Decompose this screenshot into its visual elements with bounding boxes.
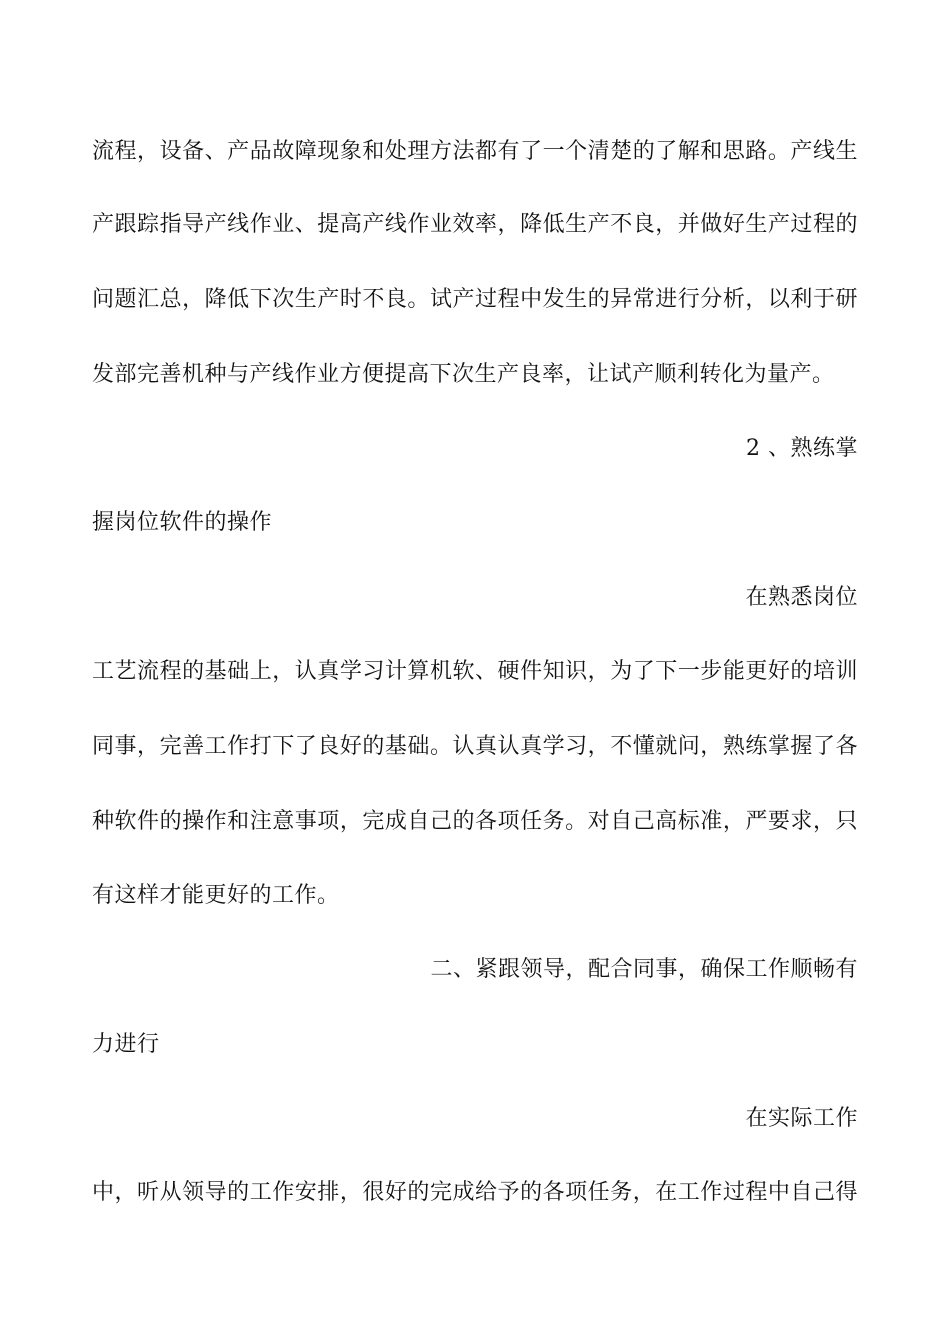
section-heading-two-part-1: 二、紧跟领导，配合同事，确保工作顺畅有 <box>430 957 858 982</box>
paragraph-2-line-3: 同事，完善工作打下了良好的基础。认真认真学习，不懂就问，熟练掌握了各 <box>92 734 858 759</box>
paragraph-2-line-2: 工艺流程的基础上，认真学习计算机软、硬件知识，为了下一步能更好的培训 <box>92 659 858 684</box>
paragraph-2-line-1: 在熟悉岗位 <box>745 585 858 610</box>
section-heading-two-part-2: 力进行 <box>92 1032 160 1057</box>
paragraph-2-line-4: 种软件的操作和注意事项，完成自己的各项任务。对自己高标准，严要求，只 <box>92 809 858 834</box>
paragraph-line-4: 发部完善机种与产线作业方便提高下次生产良率，让试产顺利转化为量产。 <box>92 362 835 387</box>
paragraph-3-line-1: 在实际工作 <box>745 1106 858 1131</box>
paragraph-line-3: 问题汇总，降低下次生产时不良。试产过程中发生的异常进行分析，以利于研 <box>92 287 858 312</box>
paragraph-3-line-2: 中，听从领导的工作安排，很好的完成给予的各项任务，在工作过程中自己得 <box>92 1180 858 1205</box>
paragraph-2-line-5: 有这样才能更好的工作。 <box>92 883 340 908</box>
paragraph-line-1: 流程，设备、产品故障现象和处理方法都有了一个清楚的了解和思路。产线生 <box>92 139 858 164</box>
paragraph-line-2: 产跟踪指导产线作业、提高产线作业效率，降低生产不良，并做好生产过程的 <box>92 212 858 237</box>
section-heading-2-part-2: 握岗位软件的操作 <box>92 510 273 535</box>
section-heading-2-part-1: 2 、熟练掌 <box>746 436 858 461</box>
